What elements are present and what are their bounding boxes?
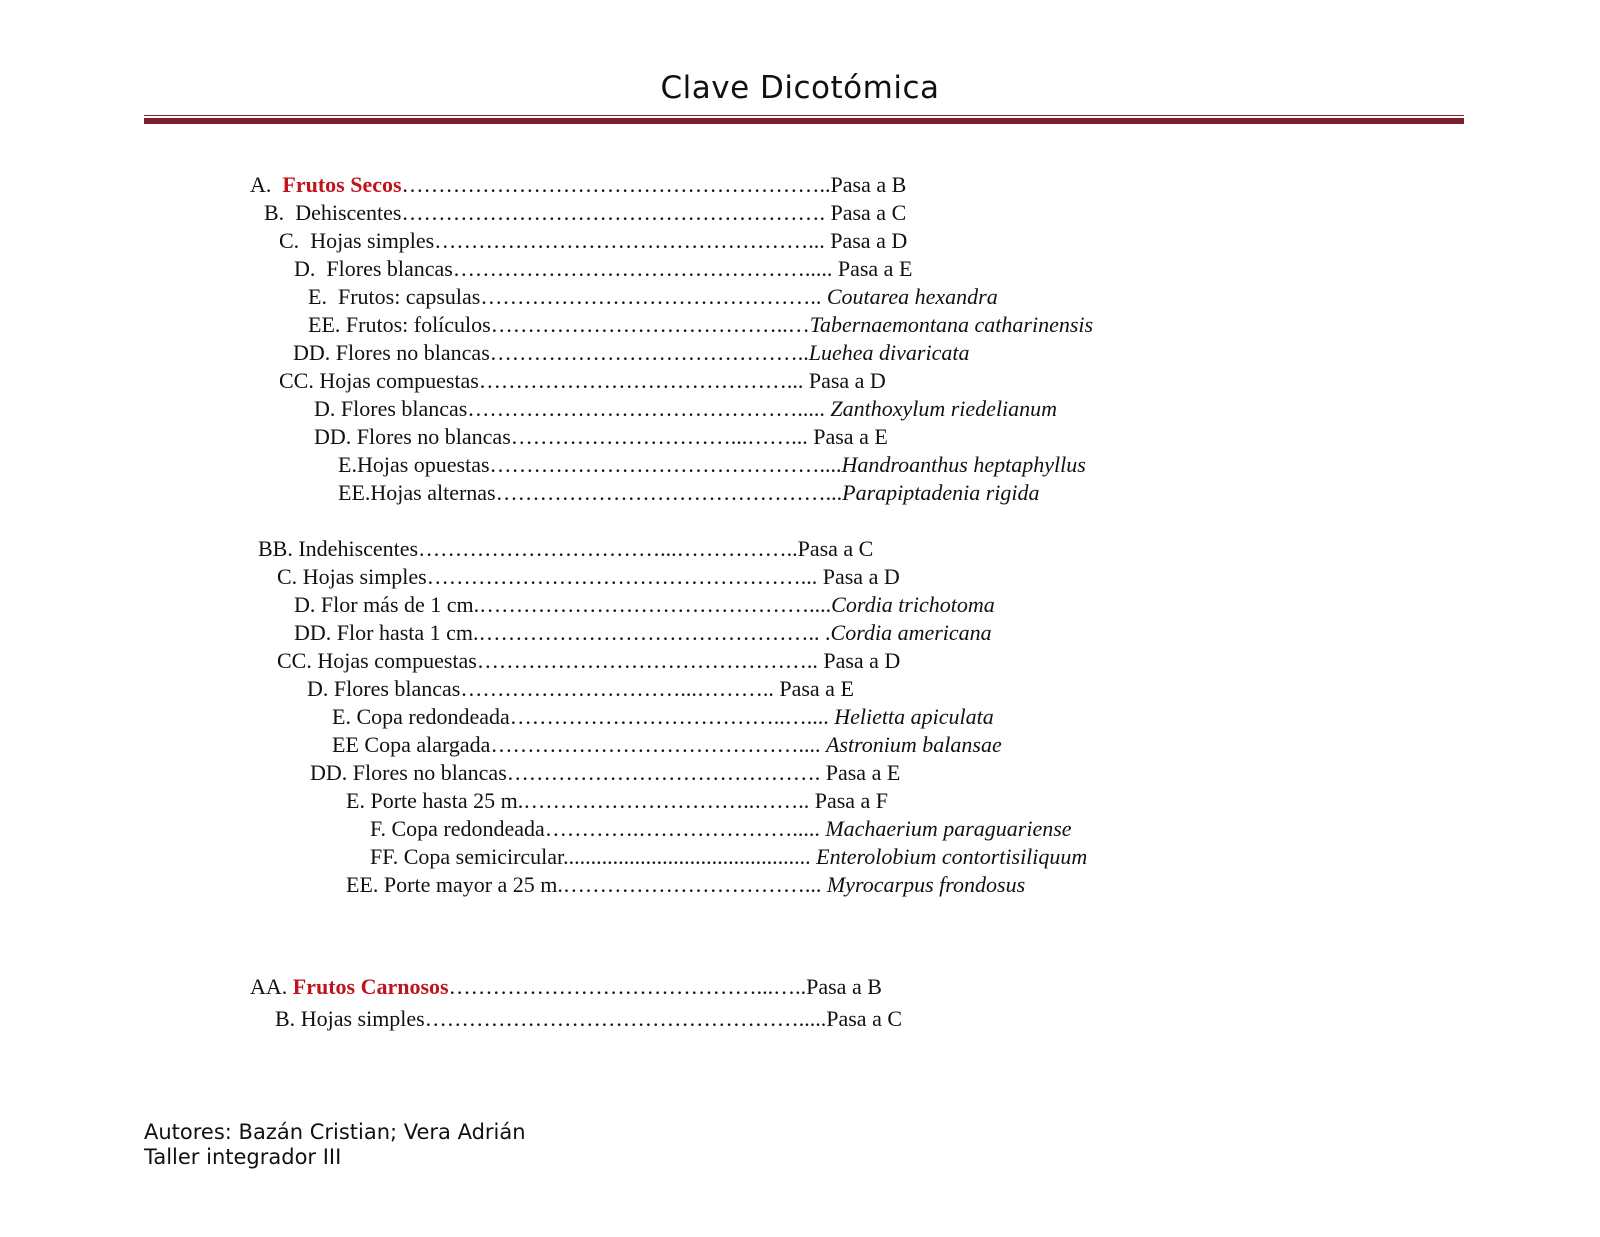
key-leader-dots: ………………………………………... — [495, 480, 843, 505]
key-result-species: Zanthoxylum riedelianum — [830, 396, 1058, 421]
key-line — [314, 396, 1057, 422]
key-lead: E. — [338, 452, 357, 477]
page-title: Clave Dicotómica — [660, 70, 940, 106]
key-lead: EE — [332, 732, 359, 757]
key-lead: DD. — [294, 620, 332, 645]
key-lead: EE. — [346, 872, 379, 897]
key-head: Copa redondeada — [391, 816, 545, 841]
key-head-category: Frutos Secos — [282, 172, 402, 197]
key-leader-dots: ……………………………... — [562, 872, 827, 897]
key-line — [293, 340, 969, 366]
key-line — [332, 704, 994, 730]
key-head: Copa redondeada — [356, 704, 510, 729]
key-leader-dots: …………………………………………..... — [452, 256, 838, 281]
key-head: Flores blancas — [326, 256, 453, 281]
key-lead: A. — [250, 172, 272, 197]
key-result-species: Astronium balansae — [825, 732, 1002, 757]
key-leader-dots: ………….…………………..... — [544, 816, 826, 841]
key-line — [370, 844, 1087, 870]
key-leader-dots: ………………………………………………….. — [401, 172, 831, 197]
key-lead: E. — [346, 788, 365, 813]
footer-course: Taller integrador III — [144, 1145, 342, 1169]
key-result-step: Pasa a B — [830, 172, 907, 197]
key-result-species: Cordia trichotoma — [831, 592, 995, 617]
key-result-step: Pasa a C — [797, 536, 874, 561]
key-head: Flores no blancas — [335, 340, 490, 365]
key-line — [279, 228, 907, 254]
key-line — [258, 536, 873, 562]
key-result-species: Enterolobium contortisiliquum — [816, 844, 1088, 869]
key-result-step: Pasa a E — [837, 256, 913, 281]
key-head: Porte mayor a 25 m. — [383, 872, 563, 897]
title-rule-thick — [144, 118, 1464, 124]
key-head: Copa alargada — [364, 732, 491, 757]
key-leader-dots: ……………………………………. — [506, 760, 826, 785]
key-line — [314, 424, 888, 450]
key-leader-dots: …………………………...……... — [510, 424, 814, 449]
key-lead: DD. — [310, 760, 348, 785]
key-leader-dots: ……………………………………………... — [426, 564, 823, 589]
key-head: Frutos: capsulas — [337, 284, 481, 309]
key-line — [264, 200, 906, 226]
key-lead: BB. — [258, 536, 293, 561]
key-head: Copa semicircular — [403, 844, 564, 869]
key-head: Flores no blancas — [356, 424, 511, 449]
key-leader-dots: ……………………………………... — [478, 368, 809, 393]
key-line — [275, 1006, 902, 1032]
key-lead: FF. — [370, 844, 399, 869]
key-line — [294, 592, 995, 618]
key-leader-dots: ……………………………………….... — [479, 592, 832, 617]
key-head: Flor hasta 1 cm. — [336, 620, 479, 645]
key-line — [332, 732, 1002, 758]
key-head: Hojas simples — [302, 564, 427, 589]
key-leader-dots: ………………………………..….... — [509, 704, 835, 729]
key-line — [308, 312, 1093, 338]
key-line — [250, 974, 882, 1000]
key-line — [346, 872, 1025, 898]
key-result-step: Pasa a E — [825, 760, 901, 785]
key-leader-dots: ……………………………………….. — [480, 284, 827, 309]
key-lead: D. — [294, 256, 316, 281]
key-line — [279, 368, 886, 394]
key-line — [338, 480, 1040, 506]
key-result-step: Pasa a D — [808, 368, 886, 393]
key-head: Hojas alternas — [370, 480, 496, 505]
key-leader-dots: ……………………………………….. . — [478, 620, 831, 645]
key-lead: C. — [277, 564, 298, 589]
key-lead: E. — [308, 284, 327, 309]
key-lead: CC. — [279, 368, 314, 393]
key-leader-dots: …………………………..…….. — [523, 788, 815, 813]
key-leader-dots: …………………………………….... — [490, 732, 826, 757]
title-rule-thin — [144, 115, 1464, 116]
key-head: Flores blancas — [340, 396, 468, 421]
key-leader-dots: ............................................. — [563, 844, 817, 869]
key-head: Hojas simples — [310, 228, 435, 253]
key-result-species: Coutarea hexandra — [826, 284, 998, 309]
key-head: Flores no blancas — [352, 760, 507, 785]
key-leader-dots: ……………………………...…………….. — [418, 536, 798, 561]
key-line — [307, 676, 854, 702]
key-result-species: Cordia americana — [830, 620, 992, 645]
key-leader-dots: ……………………………………………..... — [424, 1006, 827, 1031]
key-lead: CC. — [277, 648, 312, 673]
key-head: Dehiscentes — [295, 200, 402, 225]
key-head: Indehiscentes — [298, 536, 419, 561]
key-leader-dots: …………………………...……….. — [460, 676, 780, 701]
key-result-species: Helietta apiculata — [834, 704, 994, 729]
key-leader-dots: ……………………………………...….. — [448, 974, 807, 999]
key-head: Porte hasta 25 m. — [370, 788, 524, 813]
key-result-species: Myrocarpus frondosus — [826, 872, 1026, 897]
key-result-species: Tabernaemontana catharinensis — [809, 312, 1094, 337]
key-lead: DD. — [293, 340, 331, 365]
key-result-step: Pasa a F — [814, 788, 889, 813]
key-line — [310, 760, 900, 786]
key-result-species: Machaerium paraguariense — [825, 816, 1072, 841]
key-line — [250, 172, 906, 198]
key-leader-dots: …………………………………..… — [490, 312, 810, 337]
key-result-step: Pasa a E — [813, 424, 888, 449]
key-result-step: Pasa a D — [823, 648, 901, 673]
key-line — [346, 788, 888, 814]
key-lead: B. — [264, 200, 285, 225]
footer-authors: Autores: Bazán Cristian; Vera Adrián — [144, 1120, 526, 1144]
key-line — [277, 564, 900, 590]
key-head: Flores blancas — [333, 676, 461, 701]
key-line — [294, 256, 912, 282]
key-line — [370, 816, 1072, 842]
key-head: Hojas compuestas — [317, 648, 477, 673]
key-result-step: Pasa a C — [830, 200, 907, 225]
key-line — [277, 648, 900, 674]
key-head: Hojas opuestas — [356, 452, 490, 477]
key-result-step: Pasa a B — [806, 974, 882, 999]
key-result-species: Luehea divaricata — [808, 340, 970, 365]
key-lead: B. — [275, 1006, 296, 1031]
key-lead: EE. — [338, 480, 371, 505]
key-leader-dots: ……………………………………….. — [476, 648, 824, 673]
key-head: Hojas simples — [300, 1006, 425, 1031]
key-leader-dots: ………………………………………..... — [467, 396, 831, 421]
key-leader-dots: …………………………………….. — [489, 340, 809, 365]
key-leader-dots: …………………………………………………. — [401, 200, 831, 225]
key-result-step: Pasa a E — [779, 676, 854, 701]
key-lead: AA. — [250, 974, 288, 999]
key-lead: D. — [307, 676, 329, 701]
key-result-species: Parapiptadenia rigida — [842, 480, 1040, 505]
key-head: Flor más de 1 cm. — [320, 592, 480, 617]
key-leader-dots: ……………………………………………... — [434, 228, 831, 253]
key-lead: D. — [314, 396, 336, 421]
key-line — [338, 452, 1086, 478]
key-line — [294, 620, 992, 646]
key-result-step: Pasa a C — [826, 1006, 903, 1031]
key-lead: DD. — [314, 424, 352, 449]
key-lead: F. — [370, 816, 386, 841]
key-leader-dots: ……………………………………….... — [489, 452, 842, 477]
key-lead: D. — [294, 592, 316, 617]
key-line — [308, 284, 998, 310]
key-head-category: Frutos Carnosos — [292, 974, 449, 999]
key-lead: C. — [279, 228, 300, 253]
key-lead: E. — [332, 704, 351, 729]
key-result-step: Pasa a D — [822, 564, 900, 589]
key-head: Frutos: folículos — [345, 312, 491, 337]
key-lead: EE. — [308, 312, 341, 337]
key-result-species: Handroanthus heptaphyllus — [841, 452, 1086, 477]
key-result-step: Pasa a D — [830, 228, 908, 253]
key-head: Hojas compuestas — [319, 368, 479, 393]
